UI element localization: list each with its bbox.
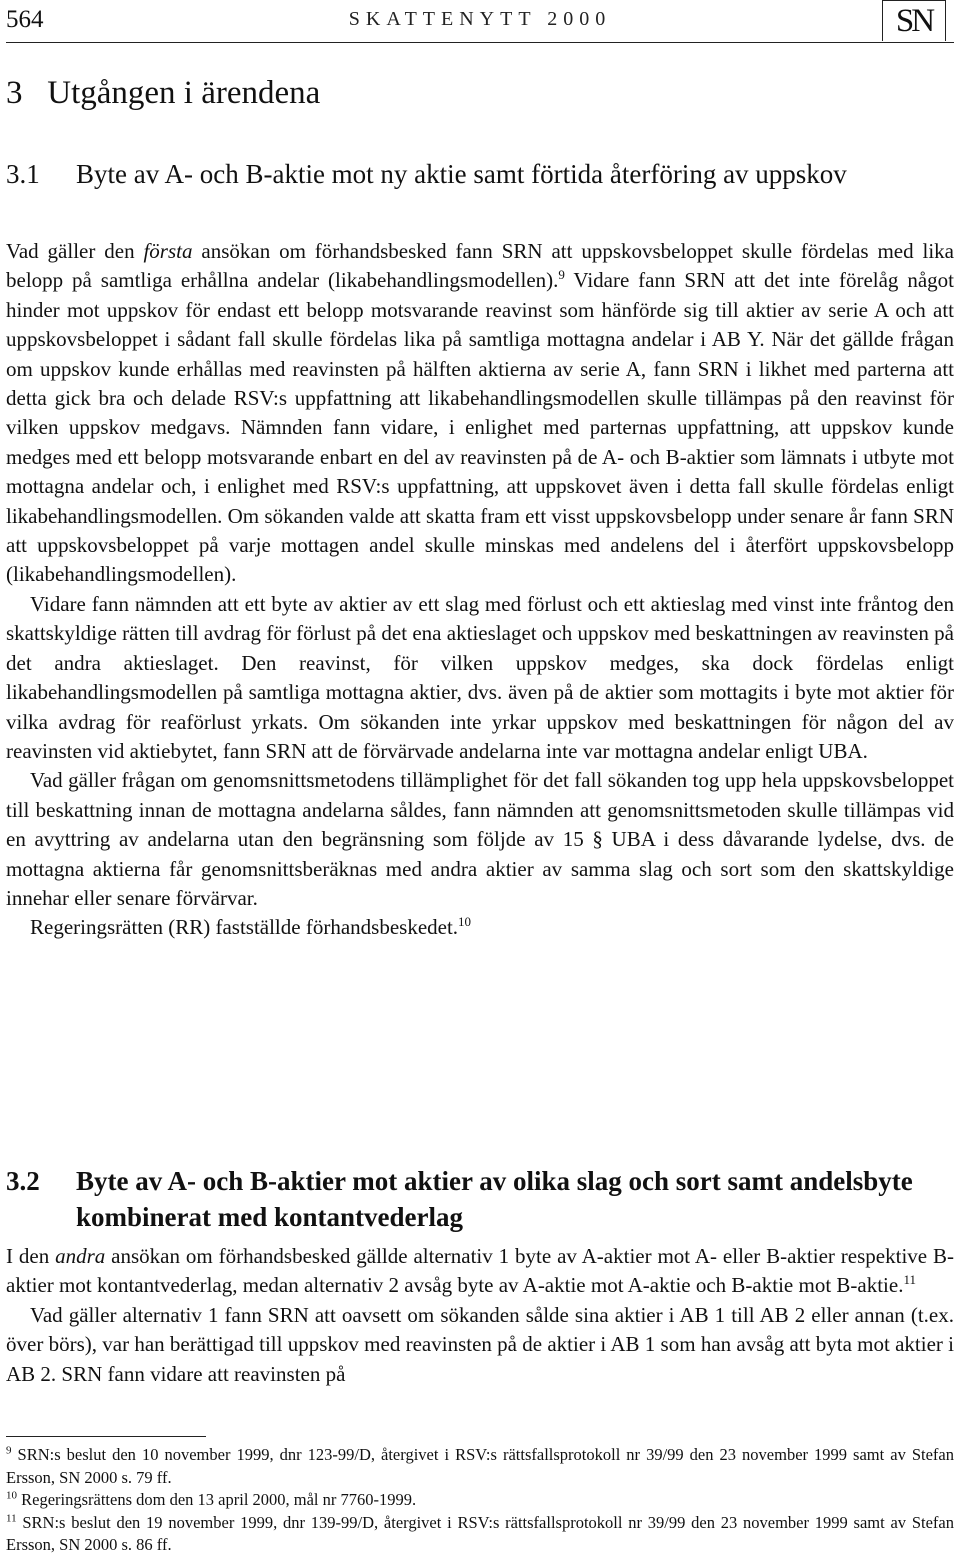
subsection-title: Byte av A- och B-aktie mot ny aktie samt förtida återföring av uppskov [76,159,847,189]
paragraph [6,913,954,942]
paragraph: Vad gäller alternativ 1 fann SRN att oavsett om sökanden sålde sina aktier i AB 1 till AB 2 eller annan (t.ex. över börs), var han berättigad till uppskov med reavinsten på de aktier i AB 1 som han avsåg att byta mot aktier i AB 2. SRN fann vidare att reavinsten på [6,1302,954,1386]
emphasis: första [143,239,193,263]
footnote-divider [6,1436,206,1437]
text-run: ansökan om förhandsbesked gällde alternativ 1 byte av A-aktier mot A- eller B-aktier respektive B-aktier mot kontantvederlag, medan alternativ 2 avsåg byte av A-aktie mot A-aktie och B-aktie mot B-aktie. [6,1244,954,1298]
paragraph [6,1242,954,1301]
footnotes [6,1444,954,1557]
paragraph [6,237,954,590]
sn-logo: SN [882,0,946,41]
body-text-3-1 [6,237,954,943]
footnote-text: SRN:s beslut den 10 november 1999, dnr 123-99/D, återgivet i RSV:s rättsfallsprotokoll nr 39/99 den 23 november 1999 samt av Stefan Ersson, SN 2000 s. 79 ff. [6,1445,954,1487]
text-run: ansökan om förhandsbesked fann SRN att uppskovsbeloppet skulle fördelas med lika belopp på samtliga erhållna andelar (likabehandlingsmodellen). [6,239,954,293]
footnote-number: 10 [6,1489,17,1502]
section-title: Utgången i ärendena [47,75,321,111]
footnote-text: SRN:s beslut den 19 november 1999, dnr 139-99/D, återgivet i RSV:s rättsfallsprotokoll nr 39/99 den 23 november 1999 samt av Stefan Ersson, SN 2000 s. 86 ff. [6,1512,954,1554]
subsection-heading-3-1 [6,156,946,192]
subsection-heading-3-2 [6,1163,946,1235]
journal-title: SKATTENYTT 2000 [348,8,612,30]
emphasis: andra [55,1244,106,1268]
footnote-ref[interactable]: 9 [558,267,565,283]
footnote-ref[interactable]: 11 [903,1272,916,1288]
footnote-text: Regeringsrättens dom den 13 april 2000, mål nr 7760-1999. [21,1490,417,1509]
footnote [6,1444,954,1489]
footnote [6,1489,954,1512]
paragraph: Vad gäller frågan om genomsnittsmetodens tillämplighet för det fall sökanden tog upp hela uppskovsbeloppet till beskattning innan de mottagna andelarna såldes, fann nämnden att genomsnittsmetoden skulle tillämpas vid en avyttring av andelarna utan den begränsning som följde av 15 § UBA i dess dåvarande lydelse, dvs. de mottagna aktierna får genomsnittsberäknas med andra aktier av samma slag och sort som den skattskyldige innehar eller senare förvärvar. [6,768,954,910]
text-run: Regeringsrätten (RR) fastställde förhandsbeskedet. [30,915,459,940]
footnote-number: 11 [6,1512,17,1524]
body-text-3-2 [6,1242,954,1389]
text-run: I den [6,1244,56,1268]
subsection-title: Byte av A- och B-aktier mot aktier av olika slag och sort samt andelsbyte kombinerat med kontantvederlag [76,1166,913,1232]
section-number: 3 [6,75,23,111]
paragraph: Vidare fann nämnden att ett byte av aktier av ett slag med förlust och ett aktieslag med vinst inte fråntog den skattskyldige rätten till avdrag för förlust på det ena aktieslaget och uppskov med beskattningen av reavinsten på det andra aktieslaget. Den reavinst, för vilken uppskov medges, ska dock fördelas enligt likabehandlingsmodellen på samtliga mottagna aktier, dvs. även på de aktier som mottagits i byte mot aktier för vilka avdrag för reaförlust yrkats. Om sökanden inte yrkar uppskov med beskattningen för någon del av reavinsten vid aktiebytet, fann SRN att de förvärvade andelarna inte var mottagna andelar enligt UBA. [6,591,954,763]
subsection-number: 3.2 [6,1166,40,1196]
footnote-ref[interactable]: 10 [458,914,472,930]
running-header [6,0,954,43]
section-heading [6,75,320,112]
footnote-number: 9 [6,1444,12,1457]
text-run: Vad gäller den [6,239,144,263]
page-number: 564 [6,6,44,33]
subsection-number: 3.1 [6,159,40,189]
footnote [6,1512,954,1557]
text-run: Vidare fann SRN att det inte förelåg något hinder mot uppskov för endast ett belopp motsvarande reavinst som hänförde sig till aktier av serie A och att uppskovsbeloppet i sådant fall skulle fördelas lika på samtliga mottagna andelar i AB Y. När det gällde frågan om uppskov kunde erhållas med reavinsten på hälften aktierna av serie A, fann SRN i likhet med parterna att detta gick bra och delade RSV:s uppfattning att likabehandlingsmodellen skulle tillämpas på den reavinst för vilken uppskov medgavs. Nämnden fann vidare, i enlighet med parternas uppfattning, att uppskov kunde medges med ett belopp motsvarande enbart en del av reavinsten på de A- och B-aktier som lämnats i utbyte mot mottagna andelar och, i enlighet med RSV:s uppfattning, att uppskovet även i detta fall skulle fördelas enligt likabehandlingsmodellen. Om sökanden valde att skatta fram ett visst uppskovsbelopp under senare år fann SRN att uppskovsbeloppet på varje mottagen andel skulle minskas med andelens del i återfört uppskovsbelopp (likabehandlingsmodellen). [6,268,954,587]
